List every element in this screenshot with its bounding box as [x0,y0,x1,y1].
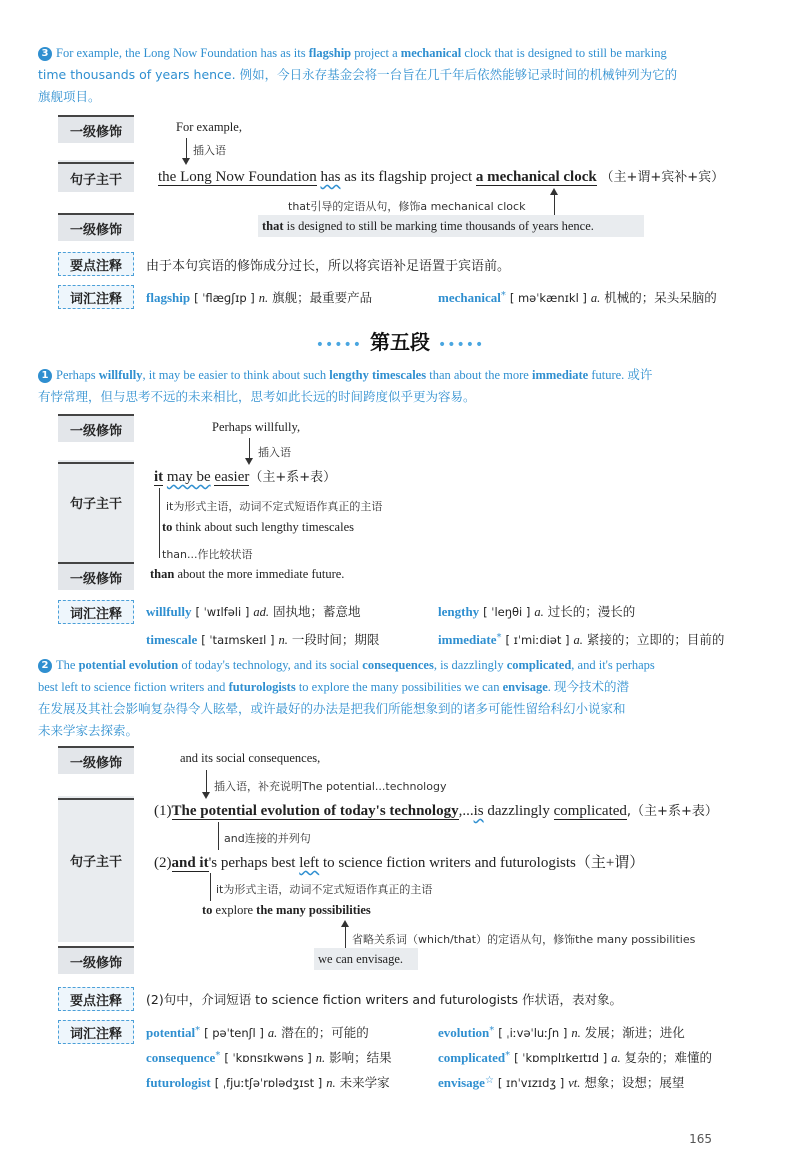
paragraph-2: 2 The potential evolution of today's technology, and its social consequences, is dazzlingly complicated, and it's perhaps best left to science fiction writers and futurologists to explore the many possibilities we can envisage. 现今技术的潜 在发展及其社会影响复杂得令人眩晕，或许最好的办法是把我们所能想象到的诸多可能性留给科幻小说家和 未来学家去探索。 [38,658,655,738]
label-modifier: 一级修饰 [58,213,134,241]
vocab-item: flagship [ ˈflæɡʃɪp ] n. 旗舰；最重要产品 [146,290,373,305]
to-phrase: to think about such lengthy timescales [162,520,354,534]
main-clause: it may be easier（主+系+表） [154,469,337,485]
arrow-down [245,458,253,465]
label-modifier: 一级修饰 [58,746,134,774]
number-badge: 3 [38,47,52,61]
insert-note: 插入语 [193,144,226,157]
arrow-down [182,158,190,165]
arrow-line [159,488,160,558]
it-note: it为形式主语，动词不定式短语作真正的主语 [166,500,383,513]
arrow-line [249,438,250,460]
vocab-item: lengthy [ ˈleŋθi ] a. 过长的；漫长的 [438,604,636,619]
vocab-item: immediate* [ ɪˈmiːdiət ] a. 紧接的；立即的；目前的 [438,632,725,647]
arrow-line [218,822,219,850]
vocab-item: mechanical* [ məˈkænɪkl ] a. 机械的；呆头呆脑的 [438,290,717,305]
section-title: ••••• 第五段 ••••• [315,330,485,354]
paragraph-3: 3 For example, the Long Now Foundation has as its flagship project a mechanical clock that is designed to still be marking time thousands of years hence. 例如，今日永存基金会将一台旨在几千年后依然能够记录时间的机械钟列为它的 旗舰项目。 [38,46,678,104]
arrow-up [341,920,349,927]
arrow-line [554,194,555,216]
modifier-bottom: than about the more immediate future. [150,567,345,581]
vocab-item: timescale [ ˈtaɪmskeɪl ] n. 一段时间；期限 [146,632,380,647]
and-note: and连接的并列句 [224,832,311,845]
arrow-line [210,873,211,901]
arrow-down [202,792,210,799]
number-badge: 2 [38,659,52,673]
vocab-item: envisage☆ [ ɪnˈvɪzɪdʒ ] vt. 想象；设想；展望 [438,1075,685,1090]
label-key-note: 要点注释 [58,252,134,276]
label-key-note: 要点注释 [58,987,134,1011]
omit-note: 省略关系词（which/that）的定语从句，修饰the many possibilities [352,933,696,946]
label-modifier: 一级修饰 [58,414,134,442]
that-clause-note: that引导的定语从句，修饰a mechanical clock [288,200,526,213]
page-number: 165 [689,1132,712,1146]
modifier-bottom: we can envisage. [318,952,404,966]
insert-note: 插入语 [258,446,291,459]
key-note-text: 由于本句宾语的修饰成分过长，所以将宾语补足语置于宾语前。 [146,259,511,274]
modifier-top: For example, [176,120,242,134]
label-main: 句子主干 [58,798,134,920]
vocab-item: complicated* [ ˈkɒmplɪkeɪtɪd ] a. 复杂的；难懂的 [438,1050,713,1065]
modifier-top: Perhaps willfully, [212,420,301,434]
main-clause-2: (2)and it's perhaps best left to science fiction writers and futurologists（主+谓） [154,855,645,871]
it-note: it为形式主语，动词不定式短语作真正的主语 [216,883,433,896]
arrow-line [186,138,187,160]
modifier-bottom: that is designed to still be marking time thousands of years hence. [262,219,594,233]
vocab-item: consequence* [ ˈkɒnsɪkwəns ] n. 影响；结果 [146,1050,392,1065]
number-badge: 1 [38,369,52,383]
label-main: 句子主干 [58,462,134,540]
modifier-top: and its social consequences, [180,751,321,765]
insert-note: 插入语，补充说明The potential...technology [214,780,447,793]
paragraph-1: 1 Perhaps willfully, it may be easier to think about such lengthy timescales than about the more immediate future. 或许 有悖常理，但与思考不远的未来相比，思考如此长远的时间跨度似乎更为容易。 [38,368,653,404]
main-clause: the Long Now Foundation has as its flagship project a mechanical clock （主+谓+宾补+宾） [158,169,725,185]
to-phrase: to explore the many possibilities [202,903,371,917]
vocab-item: evolution* [ ˌiːvəˈluːʃn ] n. 发展；渐进；进化 [438,1025,685,1040]
label-vocab: 词汇注释 [58,285,134,309]
vocab-item: willfully [ ˈwɪlfəli ] ad. 固执地；蓄意地 [146,604,361,619]
label-modifier: 一级修饰 [58,115,134,143]
label-vocab: 词汇注释 [58,600,134,624]
label-vocab: 词汇注释 [58,1020,134,1044]
main-clause-1: (1)The potential evolution of today's technology,...is dazzlingly complicated,（主+系+表） [154,803,718,819]
label-modifier: 一级修饰 [58,562,134,590]
arrow-up [550,188,558,195]
arrow-line [345,924,346,948]
vocab-item: futurologist [ ˌfjuːtʃəˈrɒlədʒɪst ] n. 未来学家 [146,1075,390,1090]
than-note: than...作比较状语 [162,548,253,561]
label-modifier: 一级修饰 [58,946,134,974]
vocab-item: potential* [ pəˈtenʃl ] a. 潜在的；可能的 [146,1025,369,1040]
key-note-text: (2)句中，介词短语 to science fiction writers and futurologists 作状语，表对象。 [146,992,623,1007]
label-main: 句子主干 [58,162,134,192]
